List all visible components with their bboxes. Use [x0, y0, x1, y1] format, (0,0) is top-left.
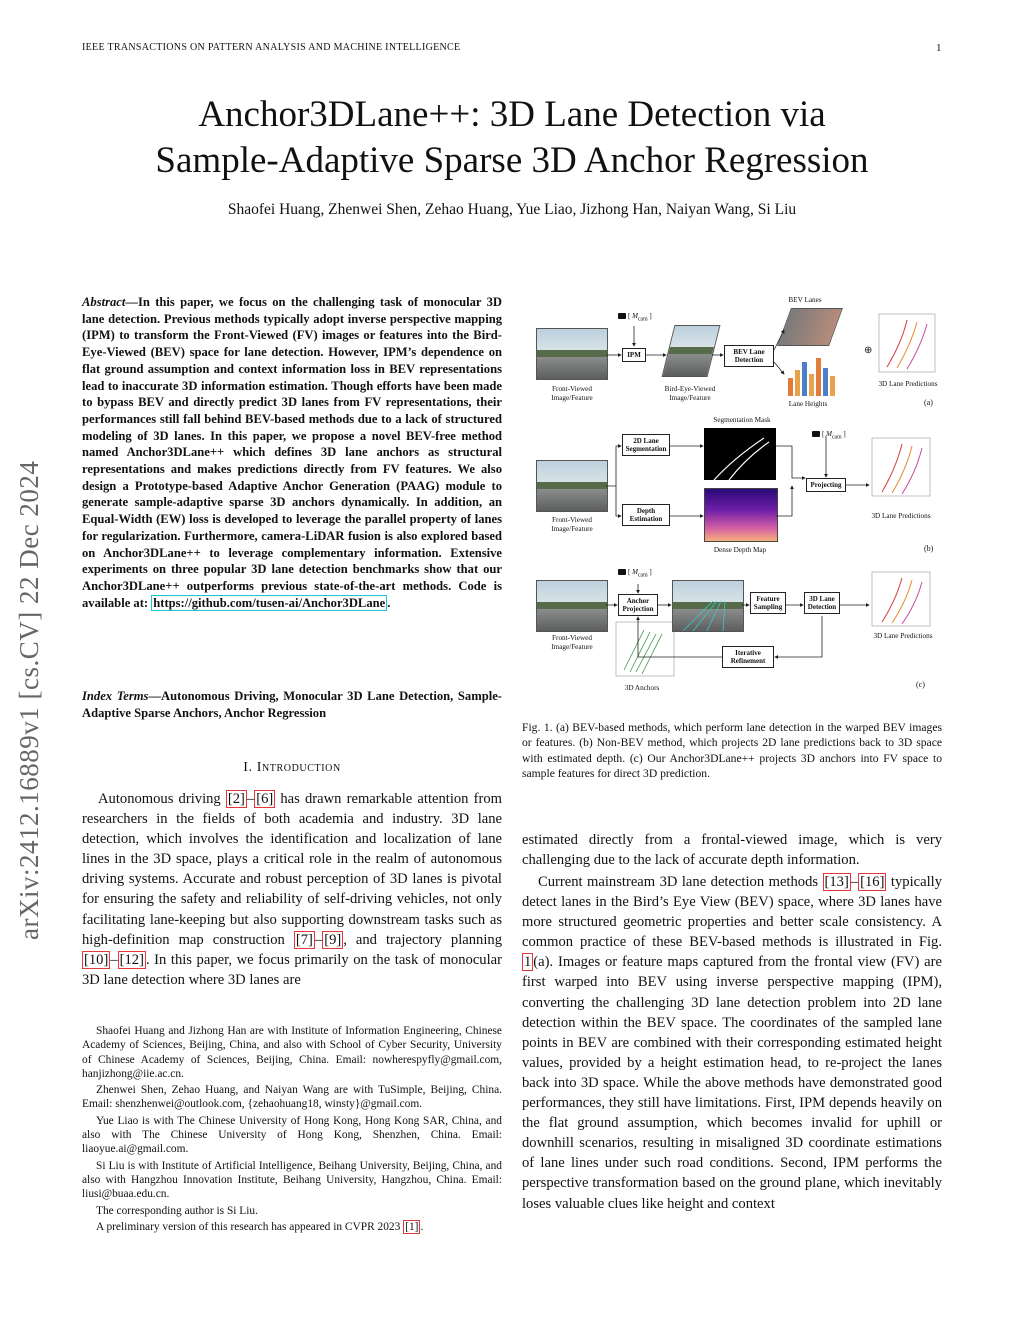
height-bar: [823, 368, 828, 396]
front-view-label: Front-Viewed Image/Feature: [551, 516, 593, 533]
citation-link[interactable]: [9]: [324, 931, 342, 948]
text-run: –: [314, 931, 323, 948]
code-link[interactable]: https://github.com/tusen-ai/Anchor3DLane: [153, 595, 386, 610]
3d-prediction-plot: [870, 570, 932, 628]
panel-tag: (c): [916, 680, 925, 689]
lane-detection-box: 3D Lane Detection: [804, 592, 840, 614]
paper-title: [0, 92, 1024, 184]
figure-panel-c: [522, 560, 947, 700]
prediction-label: 3D Lane Predictions: [878, 380, 938, 388]
page-number: 1: [936, 42, 942, 54]
text-run: A preliminary version of this research has appeared in CVPR 2023: [96, 1220, 404, 1233]
text-run: (a). Images or feature maps captured from the frontal view (FV) are first warped into BEV using inverse perspective mapping (IPM), converting the challenging 3D lane detection problem into 2D lane detection within the BEV space. The coordinates of the sampled lane points in BEV are combined with their corresponding estimated height values, provided by a height estimation head, to re-project the lanes back into 3D space. While the above methods have demonstrated good performances, they still have limitations. First, IPM depends heavily on the flat ground assumption, which becomes invalid for uphill or downhill scenarios, resulting in misaligned 3D coordinate estimations of lane lines under such road conditions. Second, IPM performs the perspective transformation based on the ground plane, which inevitably loses valuable clues like height and context: [522, 954, 942, 1212]
projected-anchor-image: [672, 580, 744, 632]
footnote: Zhenwei Shen, Zehao Huang, and Naiyan Wang are with TuSimple, Beijing, China. Email: shenzhenwei@outlook.com, {zehaohuang18, winsty}@gmail.com.: [82, 1084, 502, 1111]
2d-segmentation-box: 2D Lane Segmentation: [622, 434, 670, 456]
anchor-projection-box: Anchor Projection: [618, 594, 658, 616]
seg-mask-label: Segmentation Mask: [713, 416, 771, 424]
section-heading: [82, 760, 502, 776]
col2-paragraph: [522, 872, 942, 1214]
cam-symbol: M: [826, 430, 832, 438]
depth-map-label: Dense Depth Map: [713, 546, 767, 554]
panel-tag: (a): [924, 398, 933, 407]
bev-lanes-label: BEV Lanes: [788, 296, 822, 304]
footnote: The corresponding author is Si Liu.: [96, 1204, 258, 1217]
prediction-label: 3D Lane Predictions: [871, 512, 931, 520]
camera-icon: [812, 431, 820, 437]
plus-icon: ⊕: [864, 345, 873, 356]
height-bar: [809, 374, 814, 396]
text-run: –: [850, 874, 859, 890]
panel-tag: (b): [924, 544, 934, 553]
depth-map: [704, 488, 778, 542]
height-bar: [816, 358, 821, 396]
footnote: Yue Liao is with The Chinese University of Hong Kong, Hong Kong SAR, China, and also with The Chinese University of Hong Kong, Shenzhen, China. Email: liaoyue.ai@gmail.com.: [82, 1114, 502, 1156]
citation-link[interactable]: [16]: [860, 874, 885, 890]
figure-caption: Fig. 1. (a) BEV-based methods, which perform lane detection in the warped BEV images or features. (b) Non-BEV method, which projects 2D lane predictions back to 3D space with estimated depth. (c) Our Anchor3DLane++ projects 3D anchors into FV space to sample features for direct 3D prediction.: [522, 721, 942, 781]
citation-link[interactable]: [12]: [119, 951, 144, 968]
camera-matrix: [ $M_{cam}$ ]: [618, 568, 652, 578]
text-run: typically detect lanes in the Bird’s Eye View (BEV) space, where 3D lanes have more structured geometric properties and better scale consistency. A common practice of these BEV-based methods is illustrated in Fig.: [522, 874, 942, 951]
text-run: Autonomous driving: [98, 791, 226, 807]
author-list: Shaofei Huang, Zhenwei Shen, Zehao Huang, Yue Liao, Jizhong Han, Naiyan Wang, Si Liu: [227, 201, 797, 218]
bev-image: [662, 325, 721, 377]
bev-detection-box: BEV Lane Detection: [724, 345, 774, 367]
intro-paragraph: [82, 789, 502, 990]
title-line-1: Anchor3DLane++: 3D Lane Detection via: [198, 94, 826, 135]
front-view-image: [536, 460, 608, 512]
front-view-image: [536, 328, 608, 380]
citation-link[interactable]: [7]: [295, 931, 313, 948]
prediction-label: 3D Lane Predictions: [873, 632, 933, 640]
camera-icon: [618, 569, 626, 575]
lane-heights-label: Lane Heights: [788, 400, 828, 408]
section-number: I.: [243, 760, 253, 775]
height-bar: [788, 378, 793, 396]
col2-paragraph-continued: estimated directly from a frontal-viewed image, which is very challenging due to the lack of accurate depth information.: [522, 832, 942, 869]
lane-heights-chart: [784, 352, 846, 400]
depth-estimation-box: Depth Estimation: [622, 504, 670, 526]
bev-lanes-image: [777, 308, 843, 346]
citation-link[interactable]: [10]: [84, 951, 109, 968]
citation-link[interactable]: [6]: [256, 791, 274, 807]
abstract-label: Abstract: [82, 295, 126, 309]
title-line-2: Sample-Adaptive Sparse 3D Anchor Regression: [155, 140, 869, 181]
abstract-end: .: [387, 595, 391, 610]
cam-symbol: M: [632, 568, 638, 576]
3d-prediction-plot: [877, 312, 937, 374]
citation-link[interactable]: [13]: [824, 874, 849, 890]
feature-sampling-box: Feature Sampling: [750, 592, 786, 614]
3d-prediction-plot: [870, 436, 932, 498]
arxiv-stamp: arXiv:2412.16889v1 [cs.CV] 22 Dec 2024: [14, 460, 44, 940]
footnotes: [82, 1024, 502, 1236]
footnote: Si Liu is with Institute of Artificial Intelligence, Beihang University, Beijing, China, and also with Hangzhou Innovation Institute, Beihang University, Hangzhou, China. Email: liusi@buaa.edu.cn.: [82, 1159, 502, 1201]
text-run: Current mainstream 3D lane detection methods: [538, 874, 823, 890]
camera-matrix: [ $M_{cam}$ ]: [618, 312, 652, 322]
3d-anchors-plot: [614, 620, 676, 678]
section-title: Introduction: [256, 760, 341, 775]
text-run: –: [110, 951, 118, 968]
citation-link[interactable]: [1]: [405, 1220, 419, 1233]
cam-sub: cam: [637, 316, 648, 323]
segmentation-mask: [704, 428, 776, 480]
ipm-box: IPM: [622, 348, 646, 362]
citation-link[interactable]: [2]: [227, 791, 245, 807]
figure-panel-a: [522, 290, 947, 415]
cam-sub: cam: [637, 572, 648, 579]
camera-matrix: [ $M_{cam}$ ]: [812, 430, 846, 440]
text-run: –: [246, 791, 255, 807]
text-run: . In this paper, we focus primarily on the task of monocular 3D lane detection where 3D lanes are: [82, 951, 502, 988]
text-run: has drawn remarkable attention from researchers in the fields of both academia and industry. 3D lane detection, which involves the identification and localization of lane lines in the 3D space, plays a critical role in the realm of autonomous driving systems. Accurate and robust perception of 3D lanes is pivotal for ensuring the safety and reliability of self-driving vehicles, not only facilitating lane-keeping but also supporting downstream tasks such as high-definition map construction: [82, 791, 502, 948]
cam-symbol: M: [632, 312, 638, 320]
abstract-text: —In this paper, we focus on the challenging task of monocular 3D lane detection. Previous methods typically adopt inverse perspective mapping (IPM) to transform the Front-Viewed (FV) images or features into the Bird-Eye-Viewed (BEV) space for lane detection. However, IPM’s dependence on flat ground assumption and context information loss in BEV representations lead to inaccurate 3D information estimation. Though efforts have been made to bypass BEV and directly predict 3D lanes from FV representations, their performances still fall behind BEV-based methods due to a lack of structured modeling of 3D lanes. In this paper, we propose a novel BEV-free method named Anchor3DLane++ which defines 3D lane anchors as structural representations and makes predictions directly from FV features. We also design a Prototype-based Adaptive Anchor Generation (PAAG) module to generate sample-adaptive sparse 3D anchors dynamically. In addition, an Equal-Width (EW) loss is developed to leverage the parallel property of lanes for regularization. Furthermore, camera-LiDAR fusion is also explored based on Anchor3DLane++ to leverage complementary information. Extensive experiments on three popular 3D lane detection benchmarks show that our Anchor3DLane++ outperforms previous state-of-the-art methods. Code is available at:: [82, 295, 502, 610]
front-view-label: Front-Viewed Image/Feature: [551, 385, 593, 402]
abstract: [82, 294, 502, 611]
cam-sub: cam: [831, 434, 842, 441]
figure-link[interactable]: 1: [524, 954, 532, 971]
running-head: IEEE TRANSACTIONS ON PATTERN ANALYSIS AND MACHINE INTELLIGENCE: [82, 42, 461, 53]
height-bar: [795, 370, 800, 396]
text-run: .: [420, 1220, 424, 1233]
anchors-label: 3D Anchors: [624, 684, 660, 692]
figure-1: [522, 290, 947, 710]
projecting-box: Projecting: [806, 478, 846, 492]
text-run: , and trajectory planning: [343, 931, 502, 948]
iterative-refinement-box: Iterative Refinement: [722, 646, 774, 668]
figure-panel-b: [522, 416, 947, 558]
index-terms-text: —Autonomous Driving, Monocular 3D Lane Detection, Sample-Adaptive Sparse Anchors, Anchor Regression: [82, 689, 502, 720]
bev-image-label: Bird-Eye-Viewed Image/Feature: [664, 385, 716, 402]
height-bar: [830, 376, 835, 396]
footnote: [82, 1220, 502, 1234]
index-terms-label: Index Terms: [82, 689, 149, 703]
front-view-label: Front-Viewed Image/Feature: [551, 634, 593, 651]
footnote: Shaofei Huang and Jizhong Han are with Institute of Information Engineering, Chinese Academy of Sciences, Beijing, China, and also with School of Cyber Security, University of Chinese Academy of Sciences, Beijing, China. Email: nowherespyfly@gmail.com, hanjizhong@iie.ac.cn.: [82, 1025, 502, 1080]
height-bar: [802, 362, 807, 396]
front-view-image: [536, 580, 608, 632]
index-terms: [82, 688, 502, 721]
camera-icon: [618, 313, 626, 319]
